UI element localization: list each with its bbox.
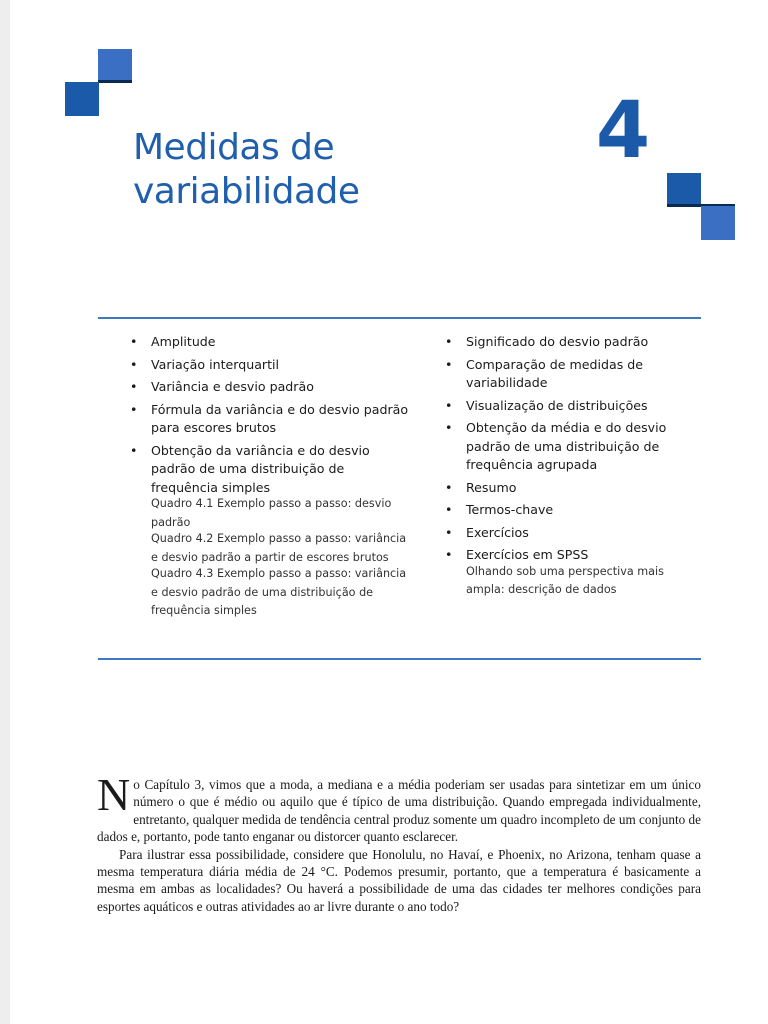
decorative-line-top-left xyxy=(98,80,132,83)
toc-item-label: Exercícios xyxy=(466,524,529,540)
decorative-square-right-upper xyxy=(667,173,701,207)
toc-item-label: Termos-chave xyxy=(466,502,554,517)
toc-item xyxy=(445,333,705,352)
toc-item xyxy=(130,378,410,397)
toc-item xyxy=(445,524,705,543)
toc-item xyxy=(130,442,410,498)
toc-item-label: Resumo xyxy=(466,479,517,495)
toc-subitem: Quadro 4.3 Exemplo passo a passo: variância e desvio padrão de uma distribuição de frequência simples xyxy=(151,567,407,617)
paragraph-text: o Capítulo 3, vimos que a moda, a mediana e a média poderiam ser usadas para sintetizar em um único número o que é médio ou aquilo que é típico de uma distribuição. Quando empregada individualmente, entretanto, qualquer medida de tendência central produz somente um quadro incompleto de um conjunto de dados e, portanto, pode tanto enganar ou distorcer quanto esclarecer. xyxy=(97,777,701,845)
toc-item-label: Significado do desvio padrão xyxy=(466,334,649,349)
page-edge xyxy=(0,0,10,1024)
toc-top-rule xyxy=(98,317,701,319)
toc-item xyxy=(130,356,410,375)
chapter-title-line-2: variabilidade xyxy=(133,171,360,212)
decorative-square-top-left-lower xyxy=(65,82,99,116)
toc-item xyxy=(445,479,705,498)
body-text xyxy=(97,769,701,915)
chapter-title-line-1: Medidas de xyxy=(133,127,335,168)
toc-item xyxy=(445,501,705,520)
toc-subitem: Olhando sob uma perspectiva mais ampla: descrição de dados xyxy=(466,564,664,596)
toc-item-label: Visualização de distribuições xyxy=(466,397,648,413)
toc-item-label: Obtenção da variância e do desvio padrão de uma distribuição de frequência simples xyxy=(151,442,370,495)
toc-bottom-rule xyxy=(98,658,701,660)
decorative-square-top-left-upper xyxy=(98,49,132,83)
toc-item xyxy=(445,397,705,416)
toc-item xyxy=(445,356,705,393)
toc-subitem: Quadro 4.1 Exemplo passo a passo: desvio padrão xyxy=(151,497,392,529)
toc-item xyxy=(130,401,410,438)
toc-subitem: Quadro 4.2 Exemplo passo a passo: variância e desvio padrão a partir de escores brutos xyxy=(151,532,407,564)
drop-cap: N xyxy=(97,769,131,820)
toc-left-column xyxy=(130,333,410,621)
toc-item xyxy=(445,419,705,475)
paragraph: Para ilustrar essa possibilidade, considere que Honolulu, no Havaí, e Phoenix, no Arizona, tenham quase a mesma temperatura diária média de 24 °C. Podemos presumir, portanto, que a temperatura é basicamente a mesma em ambas as localidades? Ou haverá a possibilidade de uma das cidades ter melhores condições para esportes aquáticos e outras atividades ao ar livre durante o ano todo? xyxy=(97,846,701,914)
toc-item-label: Comparação de medidas de variabilidade xyxy=(466,356,643,390)
toc-item-label: Obtenção da média e do desvio padrão de uma distribuição de frequência agrupada xyxy=(466,420,667,472)
toc-item-label: Variância e desvio padrão xyxy=(151,379,314,394)
toc-item-label: Fórmula da variância e do desvio padrão para escores brutos xyxy=(151,401,409,435)
decorative-square-right-lower xyxy=(701,206,735,240)
toc-item xyxy=(445,546,705,565)
toc-item-label: Variação interquartil xyxy=(151,356,280,372)
toc-item-label: Exercícios em SPSS xyxy=(466,547,589,562)
chapter-number: 4 xyxy=(595,86,651,176)
chapter-title xyxy=(133,126,563,214)
toc-item-label: Amplitude xyxy=(151,334,216,349)
paragraph xyxy=(97,769,701,846)
toc-item xyxy=(130,333,410,352)
toc-right-column xyxy=(445,333,705,600)
